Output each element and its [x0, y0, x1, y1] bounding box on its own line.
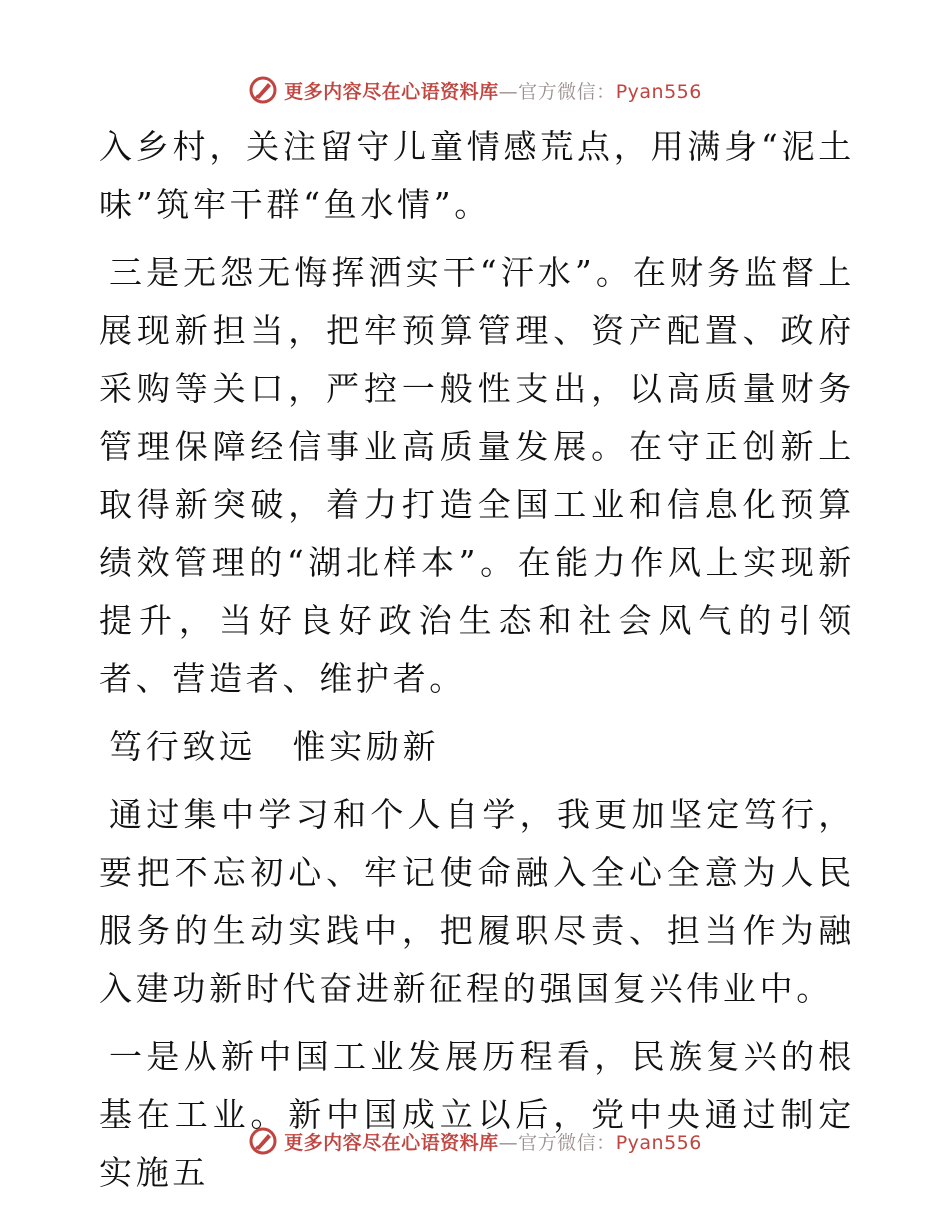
header-wechat-label: 官方微信： [518, 80, 616, 103]
footer-wechat-account: Pyan556 [615, 1131, 702, 1154]
header-banner-text [284, 77, 702, 104]
footer-wechat-label: 官方微信： [518, 1131, 616, 1154]
quill-pen-logo-icon [248, 75, 278, 105]
paragraph-continuation: 入乡村，关注留守儿童情感荒点，用满身“泥土味”筑牢干群“鱼水情”。 [99, 127, 855, 224]
section-heading: 笃行致远 惟实励新 [109, 727, 440, 766]
footer-site-name: 更多内容尽在心语资料库 [284, 1131, 499, 1154]
footer-banner-text [284, 1128, 702, 1155]
footer-separator: — [498, 1131, 519, 1154]
header-separator: — [498, 80, 519, 103]
paragraph-point-three: 三是无怨无悔挥洒实干“汗水”。在财务监督上展现新担当，把牢预算管理、资产配置、政府采购等关口，严控一般性支出，以高质量财务管理保障经信事业高质量发展。在守正创新上取得新突破，着力打造全国工业和信息化预算绩效管理的“湖北样本”。在能力作风上实现新提升，当好良好政治生态和社会风气的引领者、营造者、维护者。 [99, 253, 855, 698]
paragraph-study: 通过集中学习和个人自学，我更加坚定笃行，要把不忘初心、牢记使命融入全心全意为人民服务的生动实践中，把履职尽责、担当作为融入建功新时代奋进新征程的强国复兴伟业中。 [99, 795, 855, 1008]
header-wechat-account: Pyan556 [615, 80, 702, 103]
header-banner [0, 70, 950, 110]
footer-banner [0, 1121, 950, 1161]
paragraph-point-one: 一是从新中国工业发展历程看，民族复兴的根基在工业。新中国成立以后，党中央通过制定实施五 [99, 1037, 855, 1192]
header-site-name: 更多内容尽在心语资料库 [284, 80, 499, 103]
document-body [99, 118, 855, 1212]
quill-pen-logo-icon [248, 1126, 278, 1156]
